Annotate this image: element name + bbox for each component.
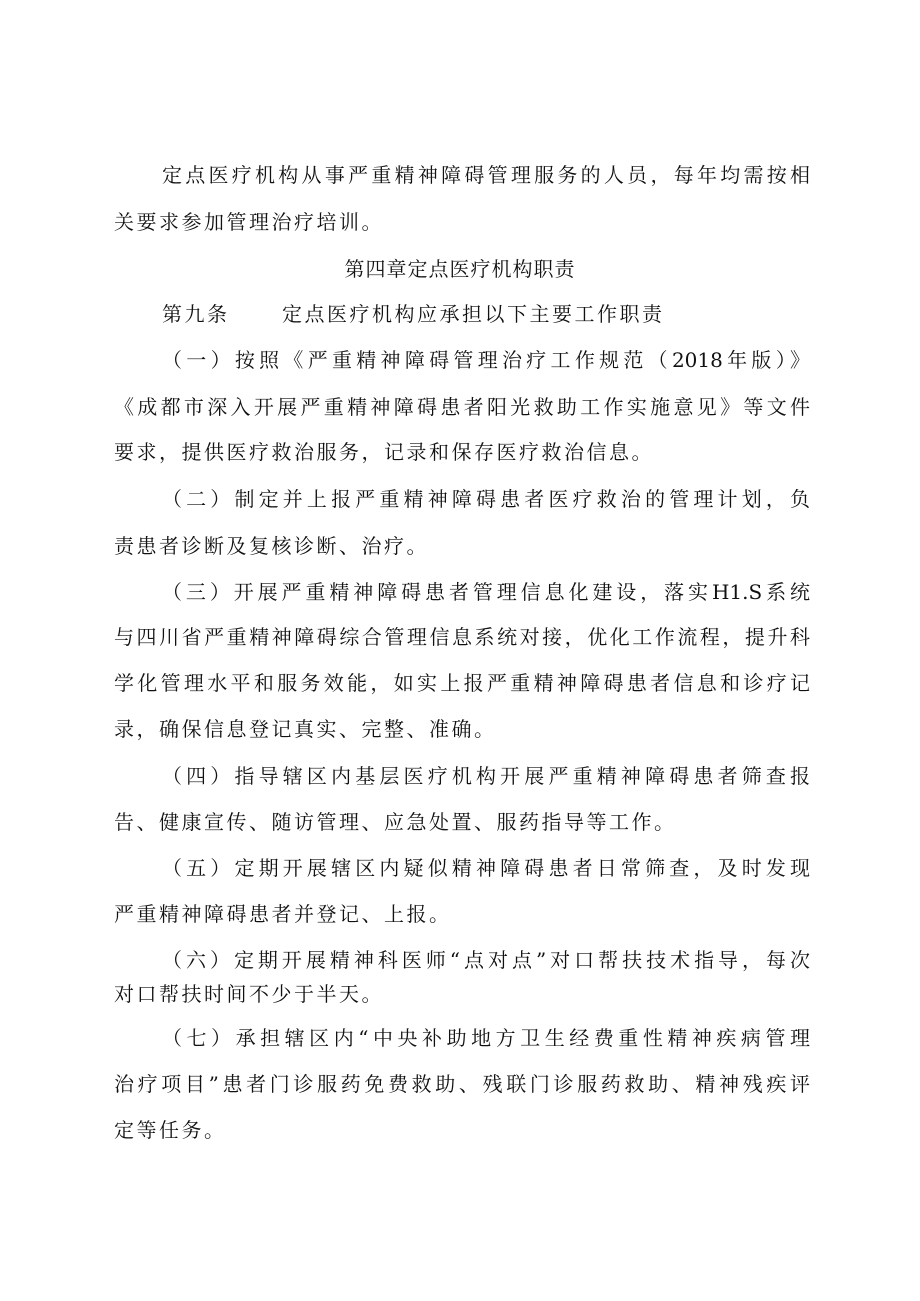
item-1-line-2: 《成都市深入开展严重精神障碍患者阳光救助工作实施意见》等文件: [114, 395, 810, 419]
item-3-line-1: （三）开展严重精神障碍患者管理信息化建设，落实H1.S系统: [162, 580, 810, 604]
item-7-line-2: 治疗项目”患者门诊服药免费救助、残联门诊服药救助、精神残疾评: [114, 1072, 810, 1096]
item-3-line-3: 学化管理水平和服务效能，如实上报严重精神障碍患者信息和诊疗记: [114, 671, 810, 695]
article-number: 第九条: [162, 302, 230, 326]
item-6-line-1: （六）定期开展精神科医师“点对点”对口帮扶技术指导，每次: [162, 948, 810, 972]
chapter-title: 第四章定点医疗机构职责: [344, 257, 576, 281]
item-2-line-1: （二）制定并上报严重精神障碍患者医疗救治的管理计划，负: [162, 487, 810, 511]
intro-line-1: 定点医疗机构从事严重精神障碍管理服务的人员，每年均需按相: [162, 163, 810, 187]
item-2-line-2: 责患者诊断及复核诊断、治疗。: [114, 534, 429, 558]
item-7-line-3: 定等任务。: [114, 1118, 227, 1142]
article-heading: [162, 299, 810, 329]
item-4-line-1: （四）指导辖区内基层医疗机构开展严重精神障碍患者筛查报: [162, 764, 810, 788]
item-1-line-1: （一）按照《严重精神障碍管理治疗工作规范（2018年版）》: [162, 348, 810, 372]
item-3-line-4: 录，确保信息登记真实、完整、准确。: [114, 717, 497, 741]
item-6-line-2: 对口帮扶时间不少于半天。: [114, 982, 384, 1006]
item-1-line-3: 要求，提供医疗救治服务，记录和保存医疗救治信息。: [114, 440, 654, 464]
item-5-line-2: 严重精神障碍患者并登记、上报。: [114, 902, 452, 926]
item-5-line-1: （五）定期开展辖区内疑似精神障碍患者日常筛查，及时发现: [162, 856, 810, 880]
intro-line-2: 关要求参加管理治疗培训。: [114, 210, 384, 234]
item-3-line-2: 与四川省严重精神障碍综合管理信息系统对接，优化工作流程，提升科: [114, 625, 810, 649]
item-7-line-1: （七）承担辖区内“中央补助地方卫生经费重性精神疾病管理: [162, 1026, 810, 1050]
article-title: 定点医疗机构应承担以下主要工作职责: [282, 302, 665, 326]
item-4-line-2: 告、健康宣传、随访管理、应急处置、服药指导等工作。: [114, 810, 677, 834]
